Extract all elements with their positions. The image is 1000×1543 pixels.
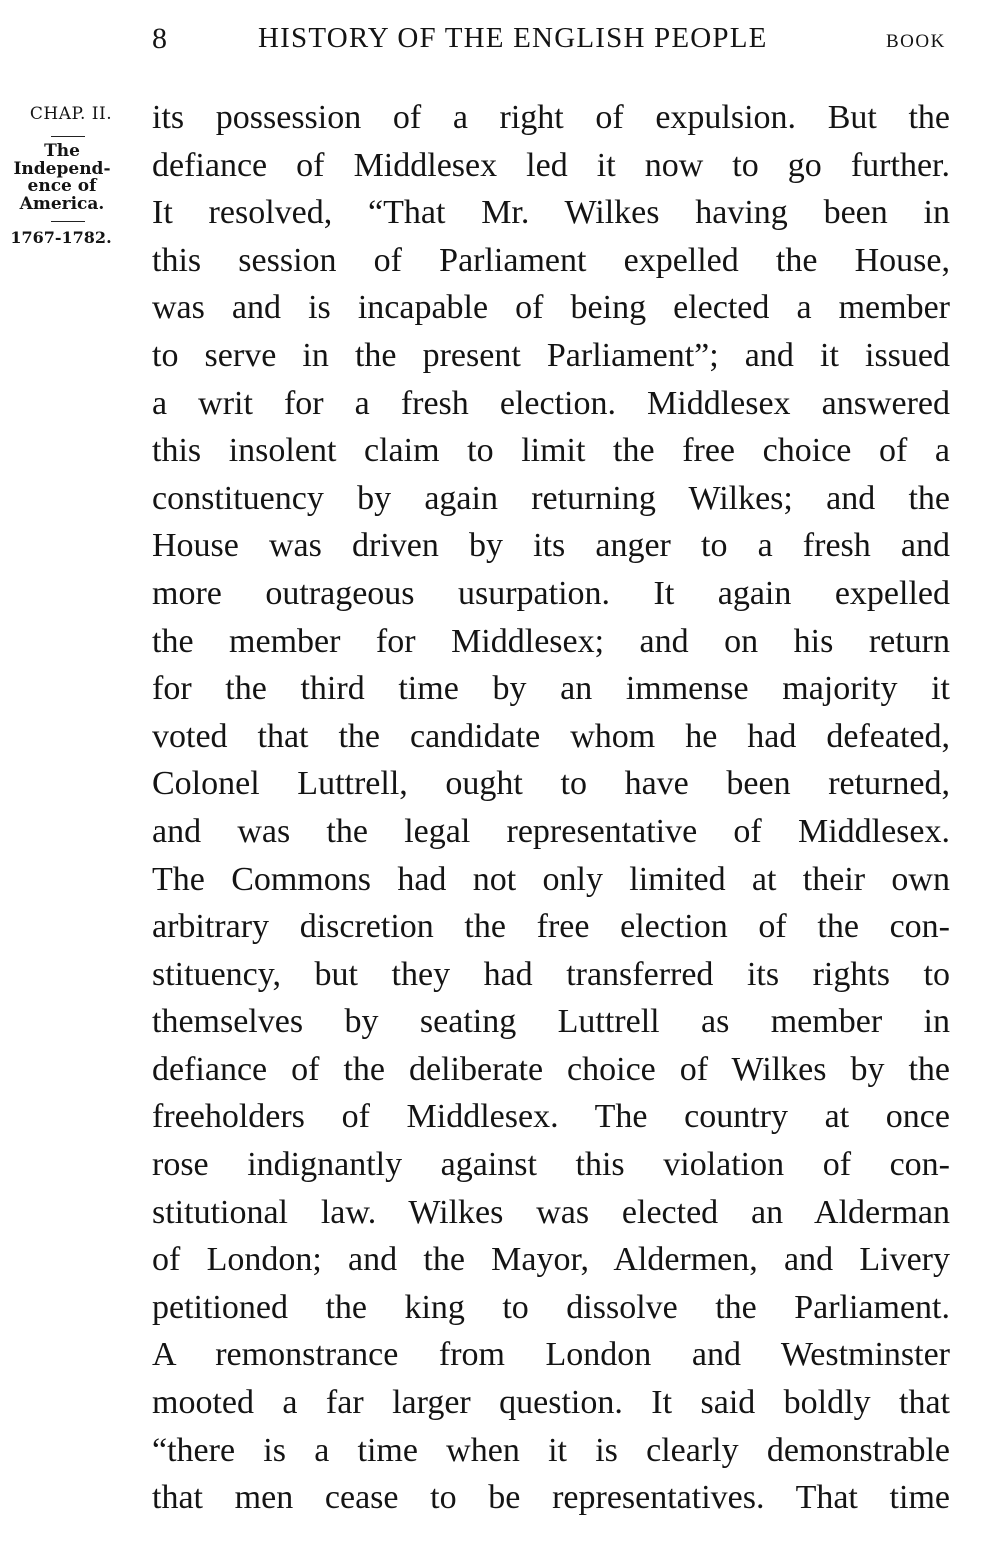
text-line: defiance of the deliberate choice of Wilkes by the (152, 1050, 950, 1088)
book-label: BOOK (886, 31, 946, 52)
text-line: the member for Middlesex; and on his return (152, 622, 950, 660)
text-line: themselves by seating Luttrell as member in (152, 1003, 950, 1041)
text-line: more outrageous usurpation. It again expelled (152, 574, 950, 612)
margin-divider (51, 136, 85, 137)
body-text (152, 94, 950, 1522)
text-line: petitioned the king to dissolve the Parliament. (152, 1288, 950, 1326)
text-line: rose indignantly against this violation of con- (152, 1146, 950, 1184)
text-line: “there is a time when it is clearly demonstrable (152, 1431, 950, 1469)
margin-topic-line: The (44, 141, 80, 161)
margin-divider (51, 221, 85, 222)
text-line: that men cease to be representatives. That time (152, 1479, 950, 1517)
text-line: to serve in the present Parliament”; and it issued (152, 336, 950, 374)
text-line: arbitrary discretion the free election of the con- (152, 908, 950, 946)
text-line: and was the legal representative of Middlesex. (152, 812, 950, 850)
text-line: for the third time by an immense majority it (152, 670, 950, 708)
text-line: a writ for a fresh election. Middlesex answered (152, 384, 950, 422)
text-line: stituency, but they had transferred its rights to (152, 955, 950, 993)
page-number: 8 (152, 22, 168, 55)
margin-topic-line: Independ- (13, 158, 111, 179)
text-line: was and is incapable of being elected a member (152, 289, 950, 327)
chapter-label: CHAP. II. (29, 104, 113, 124)
text-line: mooted a far larger question. It said boldly that (152, 1384, 950, 1422)
text-line: stitutional law. Wilkes was elected an Alderman (152, 1193, 950, 1231)
margin-years: 1767-1782. (10, 228, 112, 247)
page-header (0, 22, 1000, 62)
text-line: Colonel Luttrell, ought to have been returned, (152, 765, 950, 803)
text-line: of London; and the Mayor, Aldermen, and Livery (152, 1241, 950, 1279)
text-line: It resolved, “That Mr. Wilkes having been in (152, 194, 950, 232)
text-line: freeholders of Middlesex. The country at once (152, 1098, 950, 1136)
margin-topic-line: America. (19, 193, 105, 214)
text-line: constituency by again returning Wilkes; and the (152, 479, 950, 517)
text-line: this session of Parliament expelled the House, (152, 241, 950, 279)
text-line: its possession of a right of expulsion. But the (152, 99, 950, 136)
running-title: HISTORY OF THE ENGLISH PEOPLE (258, 22, 768, 54)
text-line: House was driven by its anger to a fresh and (152, 527, 950, 565)
text-line: defiance of Middlesex led it now to go further. (152, 146, 950, 184)
margin-topic-line: ence of (27, 176, 97, 196)
text-line: voted that the candidate whom he had defeated, (152, 717, 950, 755)
text-line: this insolent claim to limit the free choice of a (152, 432, 950, 470)
text-line: The Commons had not only limited at their own (152, 860, 950, 898)
margin-notes (6, 104, 130, 247)
text-line: A remonstrance from London and Westminster (152, 1336, 950, 1374)
